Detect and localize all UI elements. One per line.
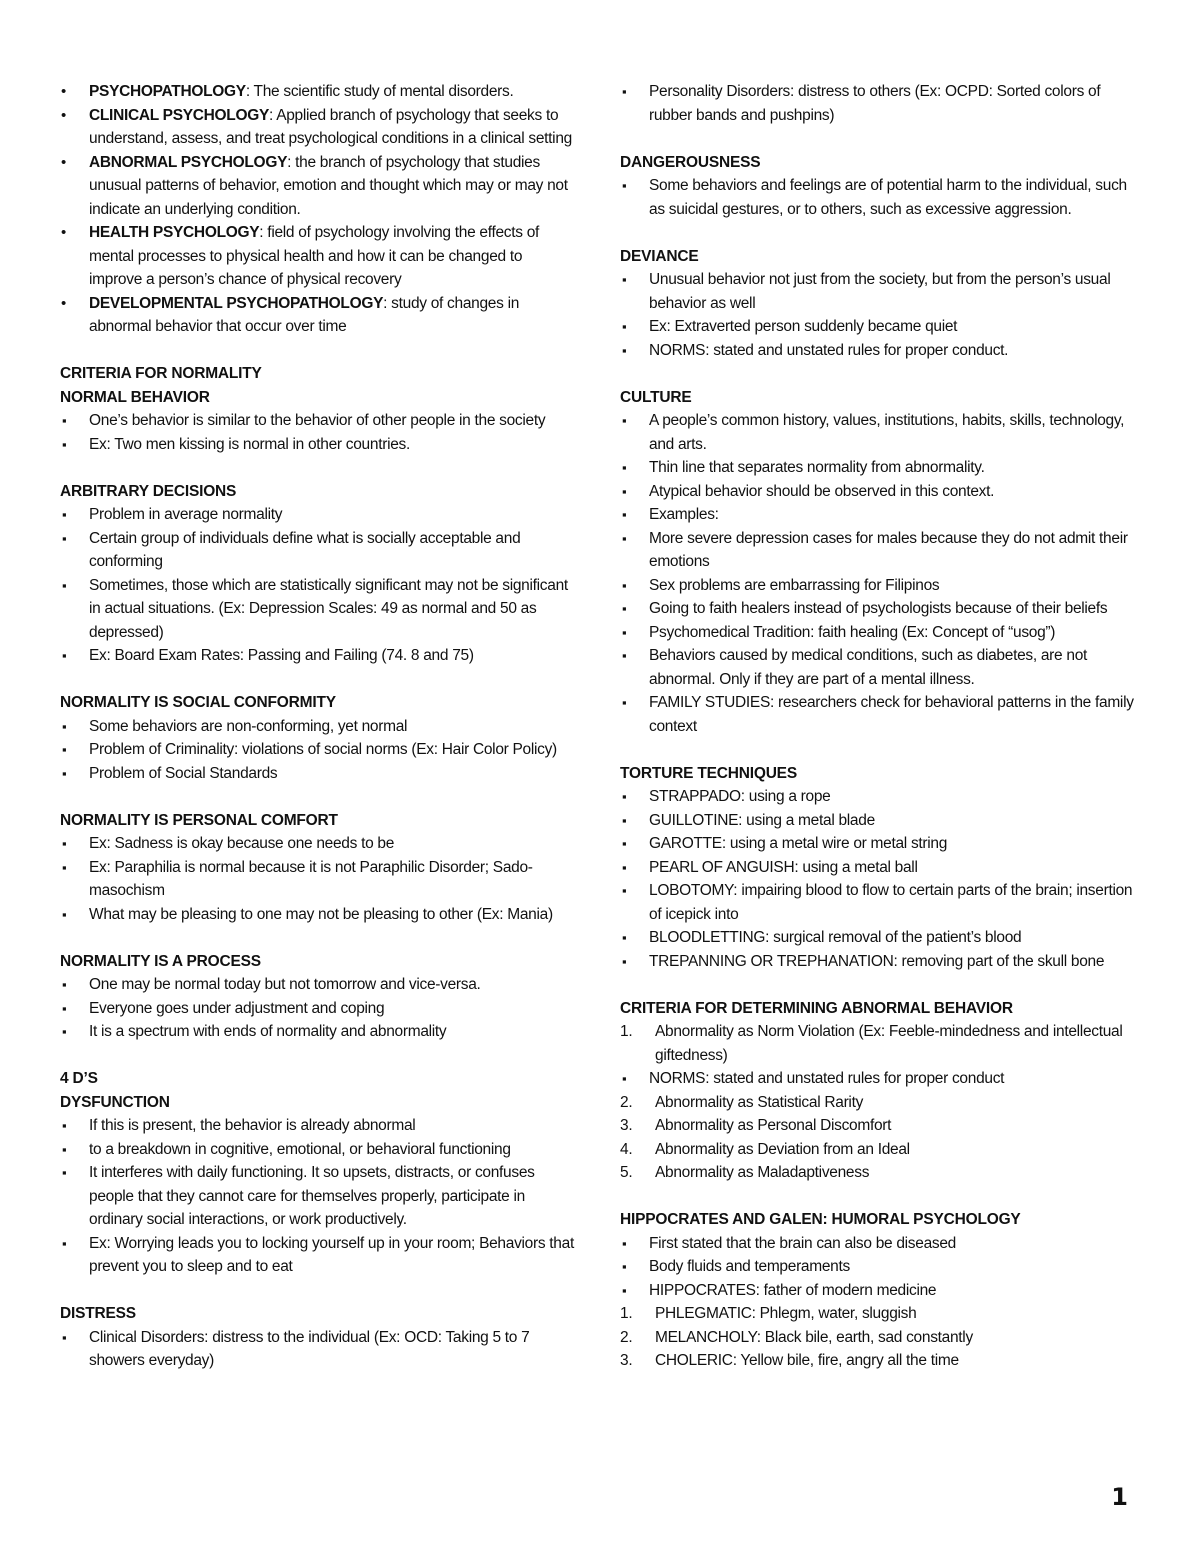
section-heading: CRITERIA FOR DETERMINING ABNORMAL BEHAVIOR bbox=[620, 999, 1013, 1017]
section-heading: 4 D’S bbox=[60, 1070, 98, 1087]
list-item: ▪ Sometimes, those which are statistically significant may not be significant in actual situations. (Ex: Depression Scales: 49 as normal and 50 as depressed) bbox=[60, 574, 575, 645]
arbitrary-decisions-section bbox=[60, 480, 575, 668]
list-item: ▪ Going to faith healers instead of psychologists because of their beliefs bbox=[620, 597, 1140, 621]
list-item: ▪ NORMS: stated and unstated rules for proper conduct. bbox=[620, 339, 1140, 363]
process-section bbox=[60, 950, 575, 1044]
numbered-item: 3. CHOLERIC: Yellow bile, fire, angry all the time bbox=[620, 1349, 1140, 1373]
list-item: ▪ A people’s common history, values, institutions, habits, skills, technology, and arts. bbox=[620, 409, 1140, 456]
culture-section bbox=[620, 386, 1140, 739]
definition-item: • CLINICAL PSYCHOLOGY: Applied branch of psychology that seeks to understand, assess, and treat psychological conditions in a clinical setting bbox=[60, 104, 575, 151]
list-item: ▪ Everyone goes under adjustment and coping bbox=[60, 997, 575, 1021]
list-item: ▪ Examples: bbox=[620, 503, 1140, 527]
numbered-item: 5. Abnormality as Maladaptiveness bbox=[620, 1161, 1140, 1185]
list-item: ▪ Clinical Disorders: distress to the individual (Ex: OCD: Taking 5 to 7 showers everyday) bbox=[60, 1326, 575, 1373]
list-item: ▪ PEARL OF ANGUISH: using a metal ball bbox=[620, 856, 1140, 880]
dangerousness-section bbox=[620, 151, 1140, 222]
list-item: ▪ Ex: Worrying leads you to locking yourself up in your room; Behaviors that prevent you to sleep and to eat bbox=[60, 1232, 575, 1279]
list-item: ▪ HIPPOCRATES: father of modern medicine bbox=[620, 1279, 1140, 1303]
section-heading: NORMALITY IS A PROCESS bbox=[60, 952, 261, 970]
definitions-section bbox=[60, 80, 575, 339]
section-heading: CULTURE bbox=[620, 388, 692, 406]
definition-item: • HEALTH PSYCHOLOGY: field of psychology involving the effects of mental processes to physical health and how it can be changed to improve a person’s chance of physical recovery bbox=[60, 221, 575, 292]
list-item: ▪ BLOODLETTING: surgical removal of the patient’s blood bbox=[620, 926, 1140, 950]
list-item: ▪ Psychomedical Tradition: faith healing (Ex: Concept of “usog”) bbox=[620, 621, 1140, 645]
list-item: ▪ Ex: Two men kissing is normal in other countries. bbox=[60, 433, 575, 457]
list-item: ▪ Ex: Extraverted person suddenly became quiet bbox=[620, 315, 1140, 339]
hippocrates-section bbox=[620, 1208, 1140, 1373]
list-item: ▪ Certain group of individuals define what is socially acceptable and conforming bbox=[60, 527, 575, 574]
list-item: ▪ Atypical behavior should be observed in this context. bbox=[620, 480, 1140, 504]
list-item: ▪ More severe depression cases for males because they do not admit their emotions bbox=[620, 527, 1140, 574]
four-ds-section bbox=[60, 1067, 575, 1279]
section-heading: DANGEROUSNESS bbox=[620, 153, 761, 171]
criteria-abnormal-section bbox=[620, 997, 1140, 1185]
numbered-item: 1. PHLEGMATIC: Phlegm, water, sluggish bbox=[620, 1302, 1140, 1326]
list-item: ▪ Behaviors caused by medical conditions, such as diabetes, are not abnormal. Only if they are part of a mental illness. bbox=[620, 644, 1140, 691]
personal-comfort-section bbox=[60, 809, 575, 927]
section-heading: NORMALITY IS PERSONAL COMFORT bbox=[60, 811, 338, 829]
list-item: ▪ Body fluids and temperaments bbox=[620, 1255, 1140, 1279]
list-item: ▪ Ex: Paraphilia is normal because it is not Paraphilic Disorder; Sado-masochism bbox=[60, 856, 575, 903]
numbered-item: 2. MELANCHOLY: Black bile, earth, sad constantly bbox=[620, 1326, 1140, 1350]
list-item: ▪ Problem of Social Standards bbox=[60, 762, 575, 786]
definition-item: • DEVELOPMENTAL PSYCHOPATHOLOGY: study of changes in abnormal behavior that occur over time bbox=[60, 292, 575, 339]
list-item: ▪ Personality Disorders: distress to others (Ex: OCPD: Sorted colors of rubber bands and pushpins) bbox=[620, 80, 1140, 127]
list-item: ▪ NORMS: stated and unstated rules for proper conduct bbox=[620, 1067, 1140, 1091]
numbered-item: 2. Abnormality as Statistical Rarity bbox=[620, 1091, 1140, 1115]
list-item: ▪ What may be pleasing to one may not be pleasing to other (Ex: Mania) bbox=[60, 903, 575, 927]
list-item: ▪ Some behaviors and feelings are of potential harm to the individual, such as suicidal gestures, or to others, such as excessive aggression. bbox=[620, 174, 1140, 221]
distress-section bbox=[60, 1302, 575, 1373]
numbered-item: 4. Abnormality as Deviation from an Ideal bbox=[620, 1138, 1140, 1162]
page-number: 1 bbox=[1111, 1483, 1128, 1511]
definition-item: • PSYCHOPATHOLOGY: The scientific study of mental disorders. bbox=[60, 80, 575, 104]
right-column bbox=[620, 80, 1140, 1396]
list-item: ▪ Thin line that separates normality from abnormality. bbox=[620, 456, 1140, 480]
section-heading: NORMALITY IS SOCIAL CONFORMITY bbox=[60, 694, 336, 711]
numbered-item: 3. Abnormality as Personal Discomfort bbox=[620, 1114, 1140, 1138]
criteria-normality-section bbox=[60, 362, 575, 456]
numbered-item: 1. Abnormality as Norm Violation (Ex: Feeble-mindedness and intellectual giftedness) bbox=[620, 1020, 1140, 1067]
list-item: ▪ GUILLOTINE: using a metal blade bbox=[620, 809, 1140, 833]
list-item: ▪ to a breakdown in cognitive, emotional, or behavioral functioning bbox=[60, 1138, 575, 1162]
section-subheading: DYSFUNCTION bbox=[60, 1093, 170, 1111]
list-item: ▪ One may be normal today but not tomorrow and vice-versa. bbox=[60, 973, 575, 997]
social-conformity-section bbox=[60, 691, 575, 785]
list-item: ▪ First stated that the brain can also be diseased bbox=[620, 1232, 1140, 1256]
list-item: ▪ Unusual behavior not just from the society, but from the person’s usual behavior as well bbox=[620, 268, 1140, 315]
list-item: ▪ If this is present, the behavior is already abnormal bbox=[60, 1114, 575, 1138]
list-item: ▪ It is a spectrum with ends of normality and abnormality bbox=[60, 1020, 575, 1044]
section-heading: TORTURE TECHNIQUES bbox=[620, 764, 797, 782]
section-heading: HIPPOCRATES AND GALEN: HUMORAL PSYCHOLOGY bbox=[620, 1211, 1021, 1228]
list-item: ▪ FAMILY STUDIES: researchers check for behavioral patterns in the family context bbox=[620, 691, 1140, 738]
section-heading: ARBITRARY DECISIONS bbox=[60, 482, 237, 500]
section-heading: DISTRESS bbox=[60, 1305, 136, 1322]
section-subheading: NORMAL BEHAVIOR bbox=[60, 388, 210, 406]
list-item: ▪ Sex problems are embarrassing for Filipinos bbox=[620, 574, 1140, 598]
list-item: ▪ GAROTTE: using a metal wire or metal string bbox=[620, 832, 1140, 856]
list-item: ▪ Problem in average normality bbox=[60, 503, 575, 527]
list-item: ▪ Problem of Criminality: violations of social norms (Ex: Hair Color Policy) bbox=[60, 738, 575, 762]
list-item: ▪ STRAPPADO: using a rope bbox=[620, 785, 1140, 809]
list-item: ▪ Ex: Board Exam Rates: Passing and Failing (74. 8 and 75) bbox=[60, 644, 575, 668]
section-heading: DEVIANCE bbox=[620, 247, 699, 265]
left-column bbox=[60, 80, 575, 1396]
list-item: ▪ TREPANNING OR TREPHANATION: removing part of the skull bone bbox=[620, 950, 1140, 974]
definition-item: • ABNORMAL PSYCHOLOGY: the branch of psychology that studies unusual patterns of behavior, emotion and thought which may or may not indicate an underlying condition. bbox=[60, 151, 575, 222]
list-item: ▪ Some behaviors are non-conforming, yet normal bbox=[60, 715, 575, 739]
list-item: ▪ LOBOTOMY: impairing blood to flow to certain parts of the brain; insertion of icepick into bbox=[620, 879, 1140, 926]
list-item: ▪ Ex: Sadness is okay because one needs to be bbox=[60, 832, 575, 856]
list-item: ▪ One’s behavior is similar to the behavior of other people in the society bbox=[60, 409, 575, 433]
deviance-section bbox=[620, 245, 1140, 363]
section-heading: CRITERIA FOR NORMALITY bbox=[60, 365, 262, 382]
list-item: ▪ It interferes with daily functioning. It so upsets, distracts, or confuses people that they cannot care for themselves properly, participate in ordinary social interactions, or work productively. bbox=[60, 1161, 575, 1232]
torture-section bbox=[620, 762, 1140, 974]
distress-continued-section bbox=[620, 80, 1140, 127]
